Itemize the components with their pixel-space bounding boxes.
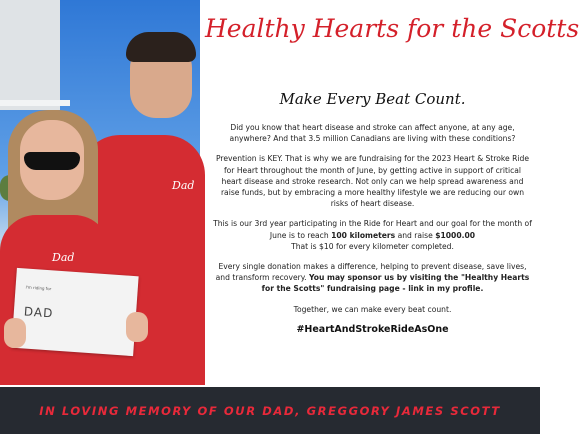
sponsor-callout: You may sponsor us by visiting the "Healthy Hearts for the Scotts" fundraising page - link in my profile. — [261, 273, 530, 294]
paragraph-goal — [213, 218, 532, 252]
paragraph-donation — [213, 261, 532, 295]
couple-photo — [0, 0, 200, 385]
page-subtitle: Make Every Beat Count. — [279, 90, 466, 108]
shirt-print: Dad — [52, 251, 75, 264]
house-roof — [0, 0, 60, 110]
content-panel — [205, 0, 579, 385]
donation-text: Every single donation makes a difference, helping to prevent disease, save lives, and transform recovery. — [215, 262, 527, 283]
memorial-text: IN LOVING MEMORY OF OUR DAD, GREGGORY JAMES SCOTT — [39, 403, 501, 418]
paragraph-intro: Did you know that heart disease and stroke can affect anyone, at any age, anywhere? And that 3.5 million Canadians are living with these conditions? — [229, 123, 516, 144]
goal-rate: That is $10 for every kilometer completed. — [291, 241, 454, 251]
memorial-banner — [0, 385, 540, 434]
sign-caption: I'm riding for — [25, 284, 52, 292]
shirt-print: Dad — [172, 179, 195, 192]
paragraph-prevention: Prevention is KEY. That is why we are fundraising for the 2023 Heart & Stroke Ride for Heart throughout the month of June, by getting active in support of critical heart disease and stroke research. Not only can we help spread awareness and raise funds, but by embracing a more healthy lifestyle we are reducing our own risks of heart disease. — [215, 154, 530, 209]
paragraph-together: Together, we can make every beat count. — [293, 304, 452, 314]
riding-sign — [11, 268, 138, 356]
man-hair — [126, 32, 196, 62]
goal-distance: 100 kilometers — [331, 230, 396, 240]
body-text — [213, 122, 532, 335]
right-hand — [126, 312, 148, 342]
sunglasses — [24, 152, 80, 170]
page-title: Healthy Hearts for the Scotts — [205, 14, 579, 43]
goal-amount: $1000.00 — [435, 230, 476, 240]
goal-text: and raise — [395, 230, 436, 240]
sign-handwriting: DAD — [23, 304, 54, 321]
left-hand — [4, 318, 26, 348]
goal-text: This is our 3rd year participating in the Ride for Heart and our goal for the month of June is to reach — [213, 219, 532, 240]
hashtag: #HeartAndStrokeRideAsOne — [296, 323, 449, 335]
